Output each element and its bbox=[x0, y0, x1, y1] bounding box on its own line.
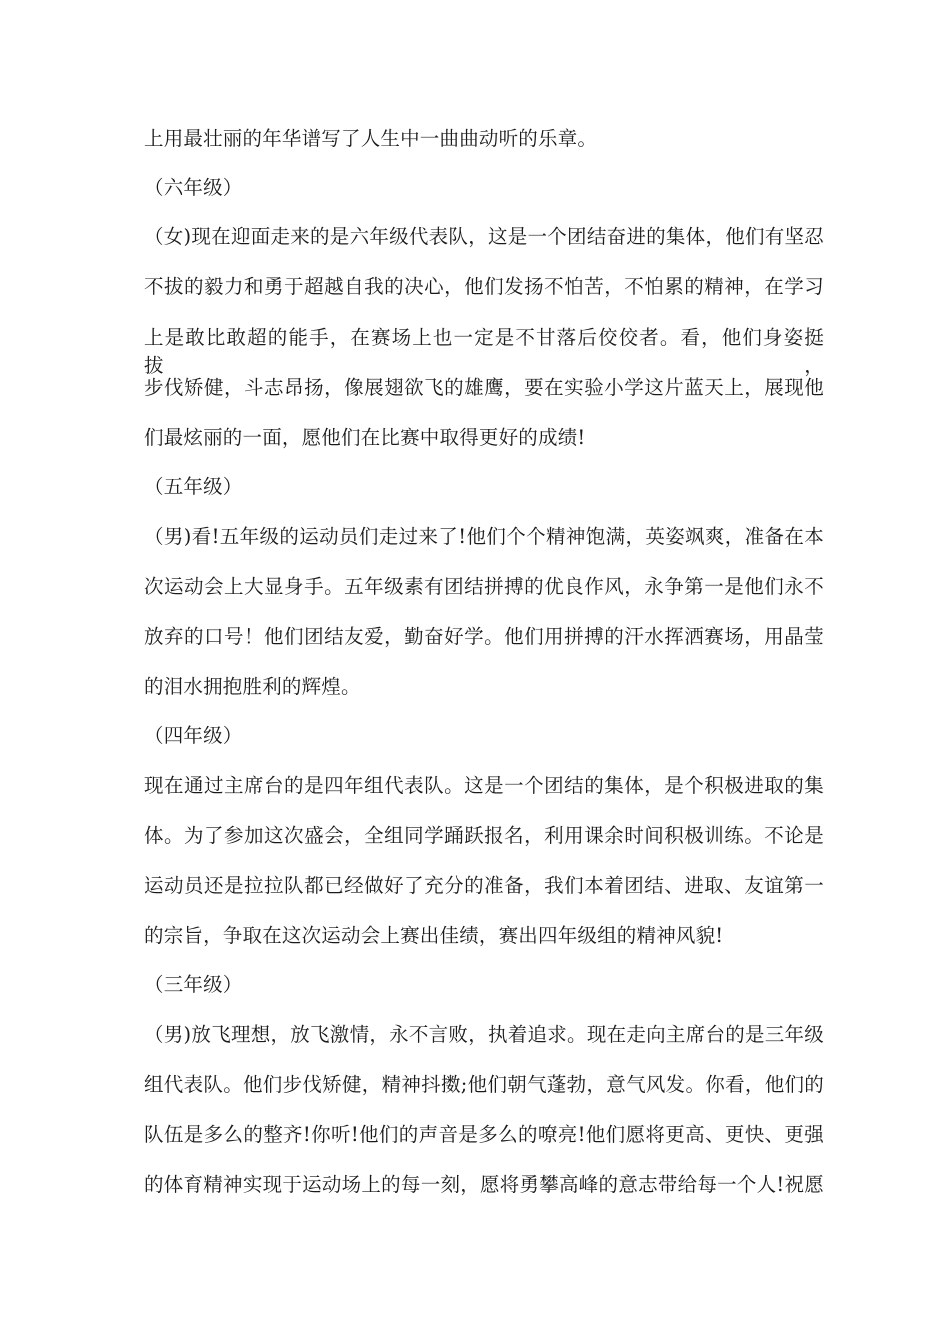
text-line: 次运动会上大显身手。五年级素有团结拼搏的优良作风，永争第一是他们永不 bbox=[144, 575, 824, 598]
text-line: 的宗旨，争取在这次运动会上赛出佳绩，赛出四年级组的精神风貌! bbox=[144, 924, 724, 947]
text-line: 体。为了参加这次盛会，全组同学踊跃报名，利用课余时间积极训练。不论是 bbox=[144, 824, 824, 847]
text-line: 的体育精神实现于运动场上的每一刻，愿将勇攀高峰的意志带给每一个人!祝愿 bbox=[144, 1173, 824, 1196]
section-heading-grade-5: （五年级） bbox=[144, 475, 243, 498]
text-line: 不拔的毅力和勇于超越自我的决心，他们发扬不怕苦，不怕累的精神，在学习 bbox=[144, 275, 824, 298]
section-heading-grade-6: （六年级） bbox=[144, 176, 243, 199]
text-line: 的泪水拥抱胜利的辉煌。 bbox=[144, 675, 361, 698]
text-line: （女)现在迎面走来的是六年级代表队，这是一个团结奋进的集体，他们有坚忍 bbox=[144, 225, 824, 248]
text-line: 上是敢比敢超的能手，在赛场上也一定是不甘落后佼佼者。看，他们身姿挺拔， bbox=[144, 326, 824, 377]
text-line: 运动员还是拉拉队都已经做好了充分的准备，我们本着团结、进取、友谊第一 bbox=[144, 874, 824, 897]
text-line: 放弃的口号！他们团结友爱，勤奋好学。他们用拼搏的汗水挥洒赛场，用晶莹 bbox=[144, 625, 824, 648]
section-heading-grade-4: （四年级） bbox=[144, 724, 243, 747]
text-line: 们最炫丽的一面，愿他们在比赛中取得更好的成绩! bbox=[144, 426, 586, 449]
section-heading-grade-3: （三年级） bbox=[144, 973, 243, 996]
text-line: 组代表队。他们步伐矫健，精神抖擞;他们朝气蓬勃，意气风发。你看，他们的 bbox=[144, 1073, 824, 1096]
text-line: 队伍是多么的整齐!你听!他们的声音是多么的嘹亮!他们愿将更高、更快、更强 bbox=[144, 1123, 824, 1146]
text-line: （男)看!五年级的运动员们走过来了!他们个个精神饱满，英姿飒爽，准备在本 bbox=[144, 525, 824, 548]
text-line: （男)放飞理想，放飞激情，永不言败，执着追求。现在走向主席台的是三年级 bbox=[144, 1023, 824, 1046]
text-line: 上用最壮丽的年华谱写了人生中一曲曲动听的乐章。 bbox=[144, 127, 598, 150]
text-line: 步伐矫健，斗志昂扬，像展翅欲飞的雄鹰，要在实验小学这片蓝天上，展现他 bbox=[144, 376, 824, 399]
text-line: 现在通过主席台的是四年组代表队。这是一个团结的集体，是个积极进取的集 bbox=[144, 774, 824, 797]
